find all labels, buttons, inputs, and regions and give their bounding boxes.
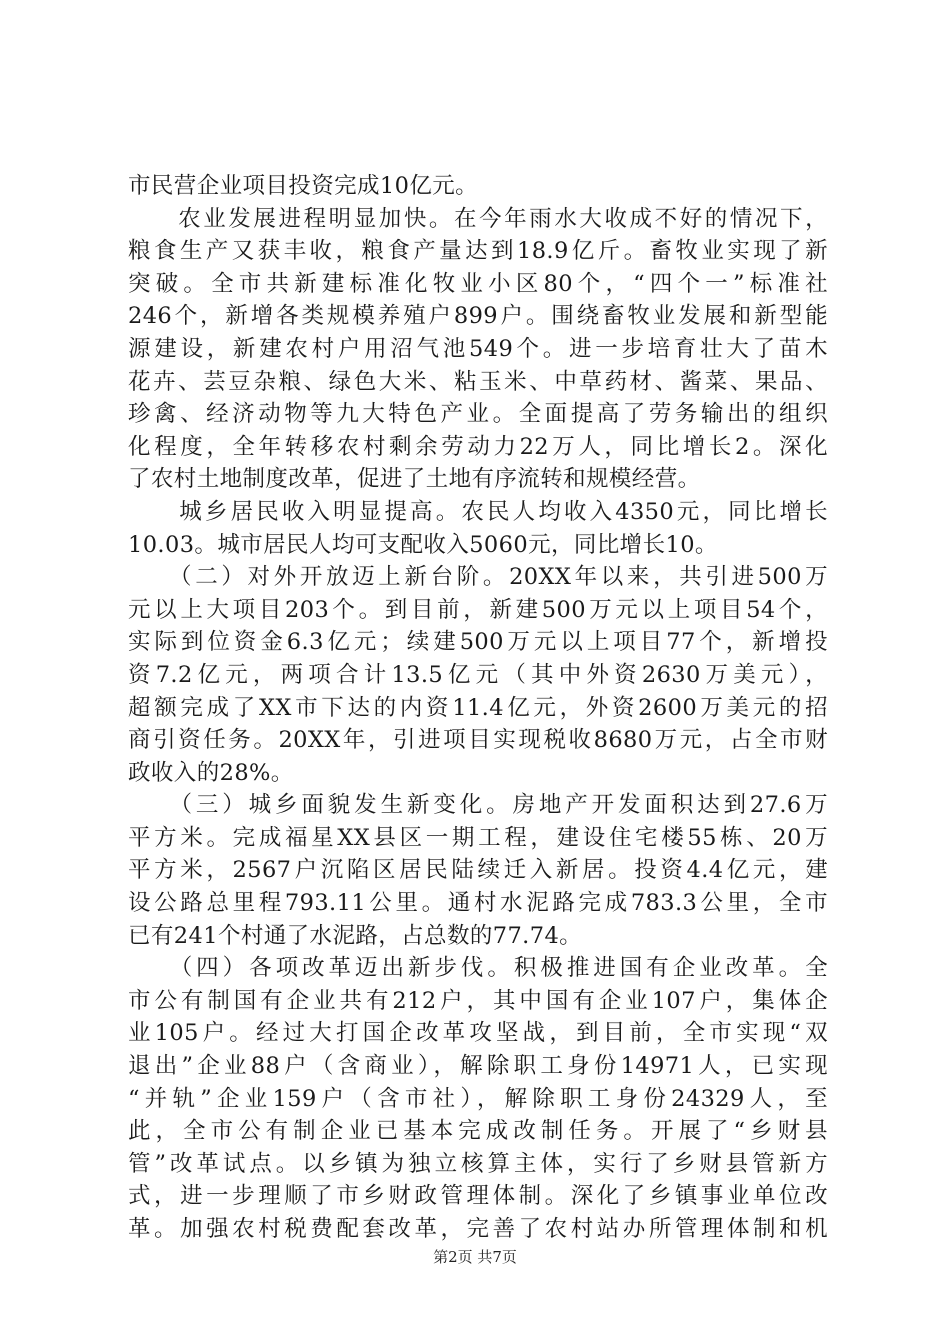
text-line: 化程度，全年转移农村剩余劳动力22万人，同比增长2。深化: [128, 433, 828, 460]
text-line: （三）城乡面貌发生新变化。房地产开发面积达到27.6万: [128, 792, 828, 819]
text-line: 实际到位资金6.3亿元；续建500万元以上项目77个，新增投: [128, 629, 828, 656]
text-line: 超额完成了XX市下达的内资11.4亿元，外资2600万美元的招: [128, 694, 828, 721]
text-line: 业105户。经过大打国企改革攻坚战，到目前，全市实现“双: [128, 1020, 828, 1047]
text-line: 平方米，2567户沉陷区居民陆续迁入新居。投资4.4亿元，建: [128, 857, 828, 884]
text-line: 市民营企业项目投资完成10亿元。: [128, 173, 479, 199]
text-line: 花卉、芸豆杂粮、绿色大米、粘玉米、中草药材、酱菜、果品、: [128, 368, 828, 395]
text-line: 设公路总里程793.11公里。通村水泥路完成783.3公里，全市: [128, 890, 828, 917]
document-body: [128, 170, 828, 1246]
text-line: 农业发展进程明显加快。在今年雨水大收成不好的情况下，: [128, 205, 828, 232]
text-line: 10.03。城市居民人均可支配收入5060元，同比增长10。: [128, 531, 718, 558]
text-line: 246个，新增各类规模养殖户899户。围绕畜牧业发展和新型能: [128, 303, 828, 330]
text-line: 资7.2亿元，两项合计13.5亿元（其中外资2630万美元），: [128, 661, 828, 688]
text-line: 粮食生产又获丰收，粮食产量达到18.9亿斤。畜牧业实现了新: [128, 238, 828, 265]
text-line: 珍禽、经济动物等九大特色产业。全面提高了劳务输出的组织: [128, 401, 828, 428]
page-footer: 第2页 共7页: [433, 1248, 517, 1266]
text-line: 已有241个村通了水泥路，占总数的77.74。: [128, 922, 583, 949]
text-line: 退出”企业88户（含商业），解除职工身份14971人，已实现: [128, 1053, 828, 1080]
text-line: 元以上大项目203个。到目前，新建500万元以上项目54个，: [128, 596, 828, 623]
text-line: 平方米。完成福星XX县区一期工程，建设住宅楼55栋、20万: [128, 824, 828, 851]
text-line: 了农村土地制度改革，促进了土地有序流转和规模经营。: [128, 466, 701, 493]
text-line: 源建设，新建农村户用沼气池549个。进一步培育壮大了苗木: [128, 335, 828, 362]
text-line: （二）对外开放迈上新台阶。20XX年以来，共引进500万: [128, 564, 828, 591]
text-line: 革。加强农村税费配套改革，完善了农村站办所管理体制和机: [128, 1216, 828, 1242]
text-line: 商引资任务。20XX年，引进项目实现税收8680万元，占全市财: [128, 727, 828, 754]
text-line: 突破。全市共新建标准化牧业小区80个，“四个一”标准社: [128, 270, 828, 297]
text-line: “并轨”企业159户（含市社），解除职工身份24329人，至: [128, 1085, 828, 1112]
text-line: 管”改革试点。以乡镇为独立核算主体，实行了乡财县管新方: [128, 1150, 828, 1177]
text-line: 式，进一步理顺了市乡财政管理体制。深化了乡镇事业单位改: [128, 1183, 828, 1210]
text-line: 城乡居民收入明显提高。农民人均收入4350元，同比增长: [128, 498, 828, 525]
text-line: 此，全市公有制企业已基本完成改制任务。开展了“乡财县: [128, 1118, 828, 1145]
text-line: （四）各项改革迈出新步伐。积极推进国有企业改革。全: [128, 955, 828, 982]
text-line: 市公有制国有企业共有212户，其中国有企业107户，集体企: [128, 987, 828, 1014]
text-line: 政收入的28%。: [128, 759, 294, 786]
